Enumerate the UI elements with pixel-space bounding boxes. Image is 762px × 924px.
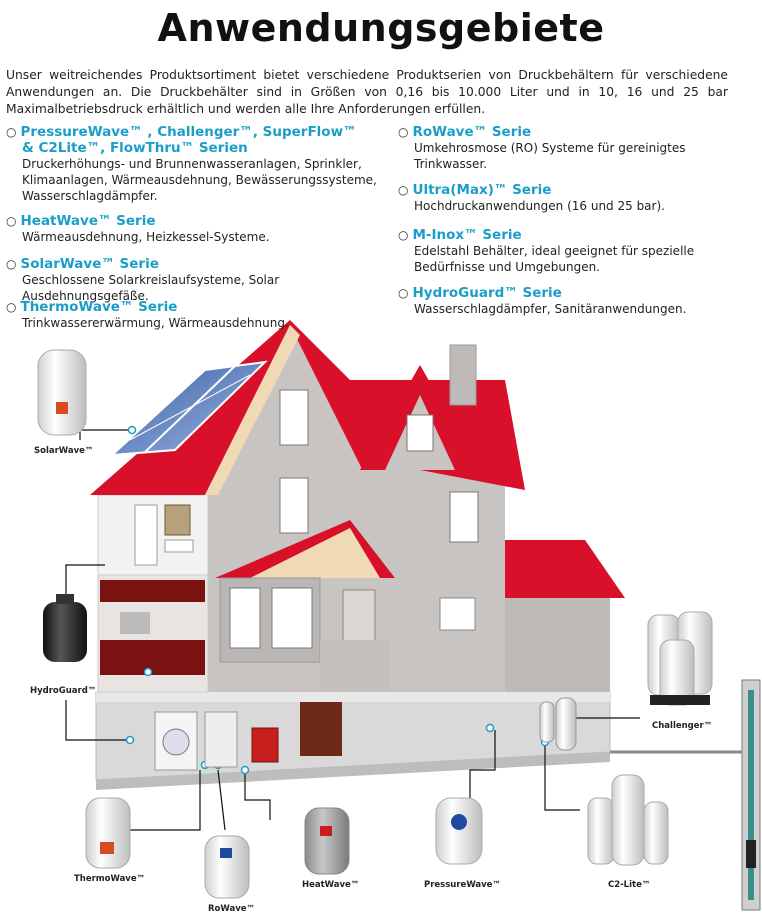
hydroguard-tank: [43, 594, 87, 662]
series-name: HeatWave™ Serie: [20, 213, 156, 229]
series-name-cont: & C2Lite™, FlowThru™ Serien: [22, 140, 248, 156]
challenger-tanks: [648, 612, 712, 705]
water-heater: [205, 712, 237, 767]
series-thermowave: [6, 299, 386, 331]
series-desc: Edelstahl Behälter, ideal geeignet für spezielle Bedürfnisse und Umgebungen.: [414, 244, 695, 274]
series-desc: Umkehrosmose (RO) Systeme für gereinigtes Trinkwasser.: [414, 141, 686, 171]
series-desc: Hochdruckanwendungen (16 und 25 bar).: [414, 199, 665, 213]
right-wing-wall: [505, 590, 610, 692]
series-ultramax: [398, 182, 698, 214]
basement-door: [300, 702, 342, 756]
series-pressurewave: [6, 124, 386, 204]
series-name: Ultra(Max)™ Serie: [412, 182, 552, 198]
circle-bullet-icon: ○: [398, 125, 409, 139]
label-rowave: RoWave™: [208, 904, 255, 914]
series-heatwave: [6, 213, 386, 245]
series-minox: [398, 227, 698, 275]
series-hydroguard: [398, 285, 698, 317]
series-desc: Wasserschlagdämpfer, Sanitäranwendungen.: [414, 302, 687, 316]
pressurewave-tank: [436, 798, 482, 864]
label-heatwave: HeatWave™: [302, 880, 360, 890]
series-desc: Geschlossene Solarkreislaufsysteme, Solar Ausdehnungsgefäße.: [22, 273, 280, 303]
c2lite-tanks: [588, 775, 668, 865]
series-rowave: [398, 124, 698, 172]
circle-bullet-icon: ○: [398, 286, 409, 300]
series-desc: Wärmeausdehnung, Heizkessel-Systeme.: [22, 230, 270, 244]
circle-bullet-icon: ○: [398, 183, 409, 197]
label-challenger: Challenger™: [652, 721, 713, 731]
thermowave-tank: [86, 798, 130, 868]
series-solarwave: [6, 256, 386, 304]
heatwave-tank: [305, 808, 349, 874]
label-pressurewave: PressureWave™: [424, 880, 501, 890]
circle-bullet-icon: ○: [6, 300, 17, 314]
intro-paragraph: Unser weitreichendes Produktsortiment bietet verschiedene Produktserien von Druckbehältern für verschiedene Anwendungen an. Die Druckbehälter sind in Größen von 0,16 bis 10.000 Liter und in 10, 16 und 25 bar Maximalbetriebsdruck erhältlich und werden alle Ihre Anforderungen erfüllen.: [6, 68, 728, 116]
label-thermowave: ThermoWave™: [74, 874, 146, 884]
chimney: [450, 345, 476, 405]
series-name: SolarWave™ Serie: [20, 256, 159, 272]
boiler: [252, 728, 278, 762]
label-c2lite: C2-Lite™: [608, 880, 651, 890]
series-name: HydroGuard™ Serie: [412, 285, 562, 301]
series-name: RoWave™ Serie: [412, 124, 532, 140]
circle-bullet-icon: ○: [6, 214, 17, 228]
circle-bullet-icon: ○: [398, 228, 409, 242]
series-name: PressureWave™ , Challenger™, SuperFlow™: [20, 124, 357, 140]
label-hydroguard: HydroGuard™: [30, 686, 97, 696]
series-desc: Trinkwassererwärmung, Wärmeausdehnung.: [22, 316, 289, 330]
circle-bullet-icon: ○: [6, 125, 17, 139]
rowave-tank: [205, 836, 249, 898]
circle-bullet-icon: ○: [6, 257, 17, 271]
series-name: ThermoWave™ Serie: [20, 299, 178, 315]
series-desc: Druckerhöhungs- und Brunnenwasseranlagen, Sprinkler, Klimaanlagen, Wärmeausdehnung, Bewässerungssysteme, Wasserschlagdämpfer.: [22, 157, 377, 203]
label-solarwave: SolarWave™: [34, 446, 94, 456]
series-name: M-Inox™ Serie: [412, 227, 522, 243]
page-title: Anwendungsgebiete: [157, 6, 605, 50]
solarwave-tank: [38, 350, 86, 435]
